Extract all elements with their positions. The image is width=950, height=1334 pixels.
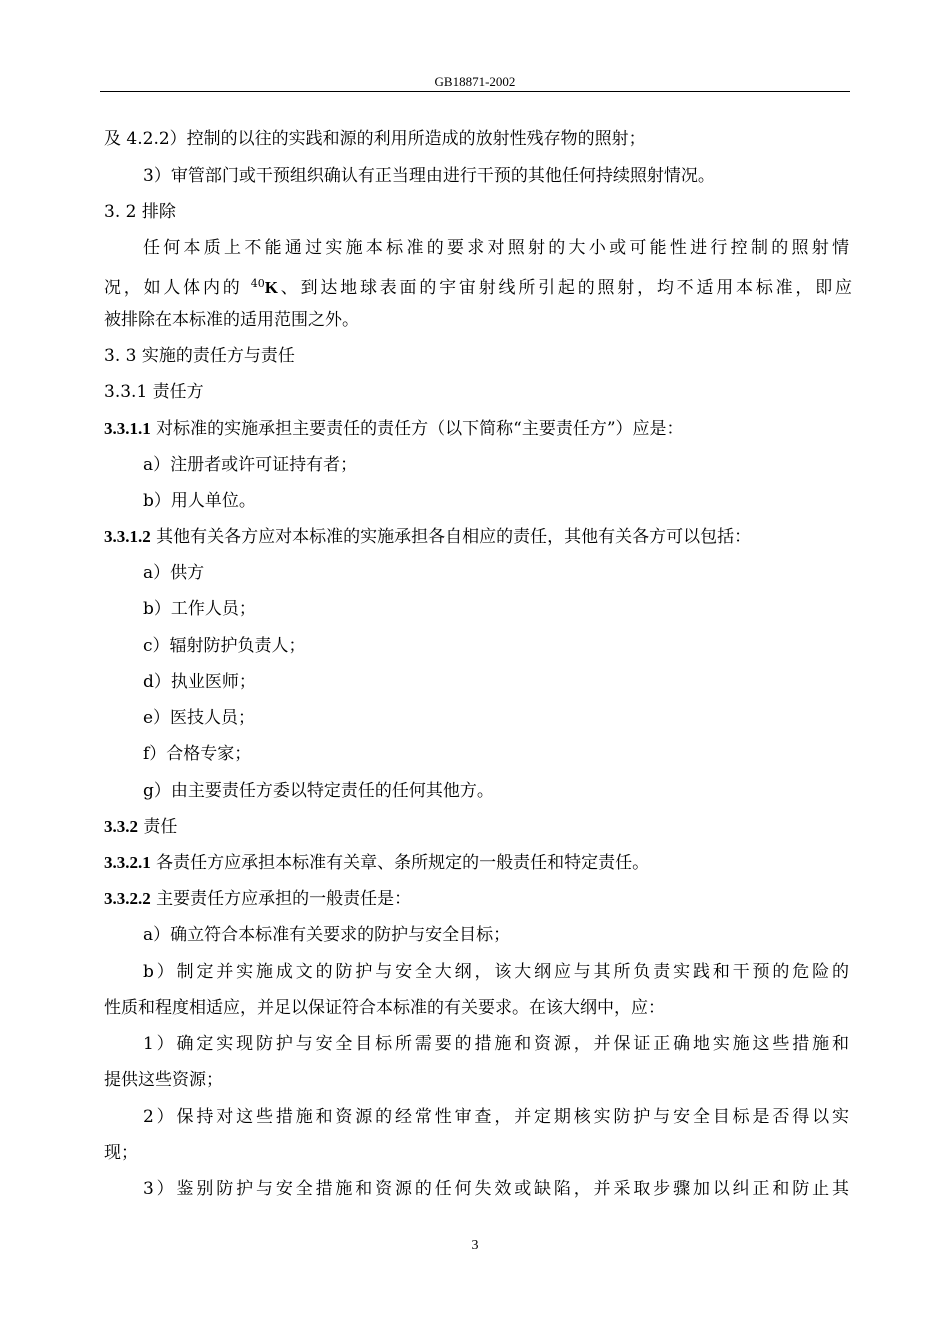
subsection-heading: 3.3.2 责任 [104,817,178,837]
text-line: 性质和程度相适应，并足以保证符合本标准的有关要求。在该大纲中，应： [104,998,665,1018]
text-line: 及 4.2.2）控制的以往的实践和源的利用所造成的放射性残存物的照射； [104,129,646,149]
text-line: 提供这些资源； [104,1070,223,1090]
text-line: 3）审管部门或干预组织确认有正当理由进行干预的其他任何持续照射情况。 [143,166,715,186]
text-line: 现； [104,1143,138,1163]
clause-line: 3.3.2.2 主要责任方应承担的一般责任是： [104,889,412,909]
clause-line: 3.3.1.2 其他有关各方应对本标准的实施承担各自相应的责任，其他有关各方可以包括： [104,527,752,547]
section-heading: 3. 2 排除 [104,202,176,222]
list-item: a）供方 [143,563,205,583]
list-item: b）用人单位。 [143,491,256,511]
list-item: f）合格专家； [143,744,252,764]
list-item: c）辐射防护负责人； [143,636,306,656]
list-item: g）由主要责任方委以特定责任的任何其他方。 [143,781,494,801]
document-code-header: GB18871-2002 [434,74,516,89]
list-item: b）制定并实施成文的防护与安全大纲，该大纲应与其所负责实践和干预的危险的 [143,962,849,982]
list-item: 1）确定实现防护与安全目标所需要的措施和资源，并保证正确地实施这些措施和 [143,1034,849,1054]
clause-line: 3.3.1.1 对标准的实施承担主要责任的责任方（以下简称“主要责任方”）应是： [104,419,684,439]
list-item: 2）保持对这些措施和资源的经常性审查，并定期核实防护与安全目标是否得以实 [143,1107,849,1127]
text-line: 被排除在本标准的适用范围之外。 [104,310,359,330]
clause-line: 3.3.2.1 各责任方应承担本标准有关章、条所规定的一般责任和特定责任。 [104,853,650,873]
text-line: 任何本质上不能通过实施本标准的要求对照射的大小或可能性进行控制的照射情 [143,238,849,258]
list-item: b）工作人员； [143,599,256,619]
text-line: 况，如人体内的 $^{40}$K、到达地球表面的宇宙射线所引起的照射，均不适用本标准，即应 [104,277,853,298]
header-rule [100,91,850,92]
page-number: 3 [471,1238,479,1253]
list-item: e）医技人员； [143,708,256,728]
list-item: a）注册者或许可证持有者； [143,455,358,475]
list-item: a）确立符合本标准有关要求的防护与安全目标； [143,925,511,945]
section-heading: 3. 3 实施的责任方与责任 [104,346,295,366]
subsection-heading: 3.3.1 责任方 [104,382,204,402]
list-item: 3）鉴别防护与安全措施和资源的任何失效或缺陷，并采取步骤加以纠正和防止其 [143,1179,849,1199]
list-item: d）执业医师； [143,672,256,692]
